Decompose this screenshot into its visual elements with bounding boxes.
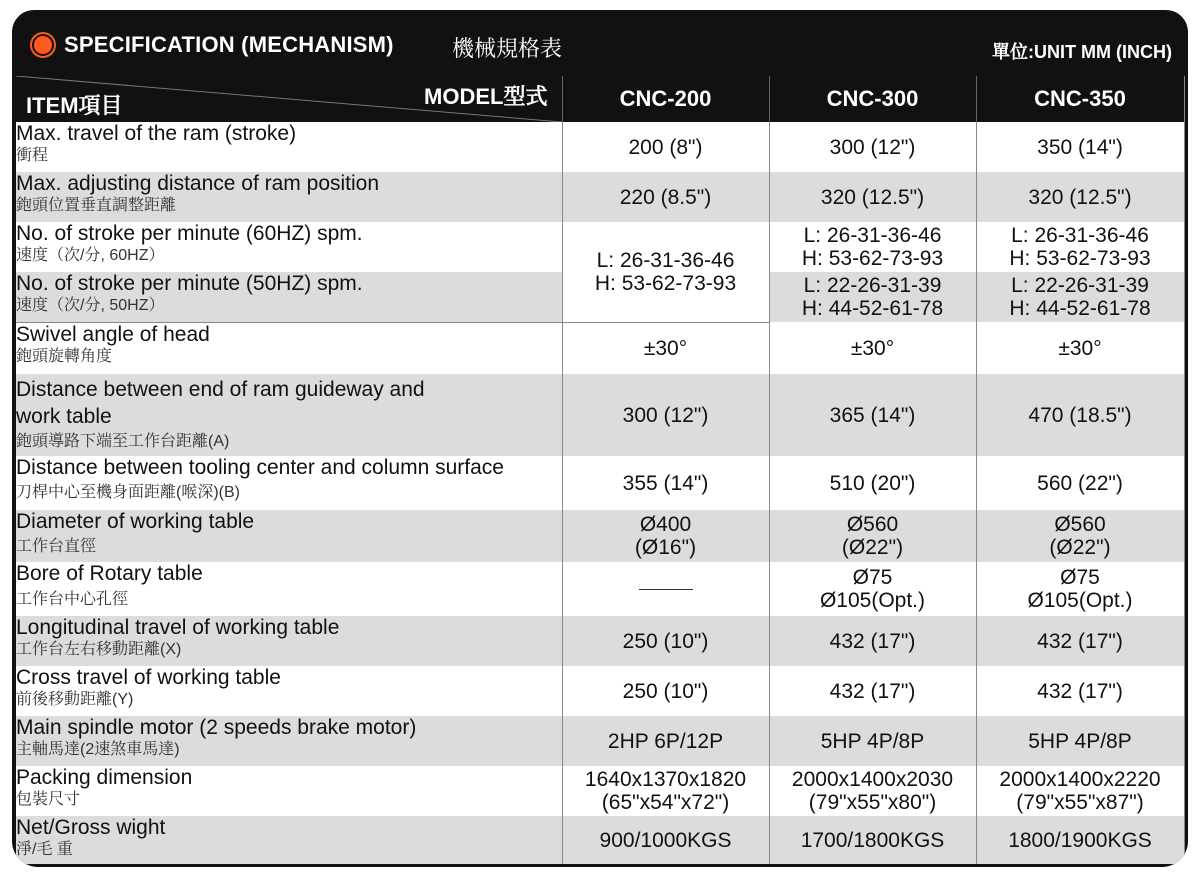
- table-header-row: [16, 76, 1184, 122]
- empty-dash: [639, 589, 693, 590]
- item-label: ITEM項目: [26, 93, 123, 118]
- value-cell: ±30°: [976, 322, 1184, 374]
- value-cell: 432 (17"): [976, 616, 1184, 666]
- value-line: (79"x55"x87"): [1016, 791, 1144, 814]
- item-cell: [16, 816, 562, 864]
- value-line: L: 22-26-31-39: [803, 274, 942, 297]
- value-line: (Ø16"): [634, 536, 697, 559]
- value-cell: 365 (14"): [769, 374, 976, 456]
- value-cell: 320 (12.5"): [976, 172, 1184, 222]
- value-line: 1640x1370x1820: [584, 768, 747, 791]
- value-line: (Ø22"): [1049, 536, 1111, 559]
- value-cell: 200 (8"): [562, 122, 769, 172]
- item-en: No. of stroke per minute (60HZ) spm.: [16, 222, 363, 245]
- page-title: SPECIFICATION (MECHANISM): [64, 32, 394, 57]
- value-cell: 432 (17"): [769, 666, 976, 716]
- bullet-icon: [34, 36, 52, 54]
- item-zh: 刀桿中心至機身面距離(喉深)(B): [16, 484, 240, 501]
- value-line: L: 26-31-36-46: [596, 248, 735, 272]
- item-cell: [16, 766, 562, 816]
- value-cell: 350 (14"): [976, 122, 1184, 172]
- item-zh: 鉋頭旋轉角度: [16, 347, 113, 365]
- item-zh: 速度（次/分, 60HZ）: [16, 247, 165, 264]
- model-header: CNC-200: [562, 76, 769, 122]
- item-zh: 速度（次/分, 50HZ）: [16, 297, 165, 314]
- value-cell: 355 (14"): [562, 456, 769, 510]
- value-cell: 5HP 4P/8P: [769, 716, 976, 766]
- item-cell: [16, 122, 562, 172]
- item-cell: [16, 616, 562, 666]
- value-cell: 432 (17"): [769, 616, 976, 666]
- item-cell: [16, 272, 562, 322]
- value-line: L: 26-31-36-46: [1011, 224, 1149, 247]
- value-cell: 250 (10"): [562, 616, 769, 666]
- item-zh: 前後移動距離(Y): [16, 691, 134, 708]
- item-en: Distance between tooling center and column surface: [16, 456, 504, 479]
- item-en: Max. travel of the ram (stroke): [16, 122, 297, 145]
- item-cell: [16, 322, 562, 374]
- item-en: Net/Gross wight: [16, 816, 166, 839]
- value-cell: [976, 562, 1184, 616]
- item-en: Cross travel of working table: [16, 666, 281, 689]
- item-cell: [16, 716, 562, 766]
- item-en: No. of stroke per minute (50HZ) spm.: [16, 272, 363, 295]
- value-cell: ±30°: [769, 322, 976, 374]
- item-cell: [16, 666, 562, 716]
- value-cell: 2HP 6P/12P: [562, 716, 769, 766]
- header-bar: [12, 10, 1188, 76]
- value-cell: 5HP 4P/8P: [976, 716, 1184, 766]
- value-cell: 220 (8.5"): [562, 172, 769, 222]
- value-cell: 250 (10"): [562, 666, 769, 716]
- value-cell: 900/1000KGS: [562, 816, 769, 864]
- value-cell: 300 (12"): [562, 374, 769, 456]
- table-row: [16, 666, 1184, 716]
- value-line: Ø560: [1054, 513, 1106, 536]
- corner-cell: [16, 76, 562, 122]
- value-line: L: 22-26-31-39: [1011, 274, 1149, 297]
- table-row: [16, 122, 1184, 172]
- value-cell: [562, 222, 769, 322]
- value-line: Ø560: [846, 513, 899, 536]
- value-cell: [769, 766, 976, 816]
- value-cell: [976, 766, 1184, 816]
- table-row: [16, 562, 1184, 616]
- item-zh: 主軸馬達(2速煞車馬達): [16, 741, 180, 758]
- table-row: [16, 766, 1184, 816]
- item-cell: [16, 562, 562, 616]
- table-row: [16, 322, 1184, 374]
- item-en: Swivel angle of head: [16, 322, 210, 346]
- value-cell: [562, 510, 769, 562]
- item-cell: [16, 374, 562, 456]
- value-cell: [769, 510, 976, 562]
- value-cell: [976, 272, 1184, 322]
- spec-table: [16, 76, 1185, 864]
- value-line: Ø400: [639, 513, 692, 536]
- value-cell: [562, 562, 769, 616]
- item-cell: [16, 456, 562, 510]
- value-cell: 470 (18.5"): [976, 374, 1184, 456]
- value-cell: [976, 510, 1184, 562]
- table-row: [16, 456, 1184, 510]
- value-cell: [769, 272, 976, 322]
- table-row: [16, 716, 1184, 766]
- item-zh: 衝程: [16, 147, 49, 164]
- page-title-zh: 機械規格表: [452, 36, 563, 61]
- item-zh: 工作台直徑: [16, 538, 97, 555]
- value-line: 2000x1400x2030: [791, 768, 954, 791]
- value-line: H: 53-62-73-93: [801, 247, 944, 270]
- value-line: Ø105(Opt.): [1027, 589, 1133, 612]
- item-cell: [16, 172, 562, 222]
- value-line: H: 44-52-61-78: [801, 297, 944, 320]
- item-en: Bore of Rotary table: [16, 562, 203, 585]
- table-row: [16, 616, 1184, 666]
- value-line: Ø75: [1060, 566, 1100, 589]
- item-zh: 鉋頭位置垂直調整距離: [16, 197, 177, 214]
- value-line: (65"x54"x72"): [601, 791, 730, 814]
- item-en: Diameter of working table: [16, 510, 255, 533]
- value-line: (79"x55"x80"): [808, 791, 937, 814]
- value-cell: 510 (20"): [769, 456, 976, 510]
- value-line: L: 26-31-36-46: [803, 224, 942, 247]
- value-cell: 432 (17"): [976, 666, 1184, 716]
- item-zh: 包裝尺寸: [16, 791, 81, 808]
- spec-sheet: [12, 10, 1188, 867]
- value-cell: [769, 222, 976, 272]
- value-cell: 1800/1900KGS: [976, 816, 1184, 864]
- item-en: Main spindle motor (2 speeds brake motor): [16, 716, 417, 739]
- value-cell: [976, 222, 1184, 272]
- value-cell: [769, 562, 976, 616]
- item-zh: 淨/毛 重: [16, 841, 73, 858]
- model-label: MODEL型式: [424, 84, 548, 109]
- item-zh: 鉋頭導路下端至工作台距離(A): [16, 433, 230, 450]
- value-line: (Ø22"): [841, 536, 904, 559]
- value-cell: 320 (12.5"): [769, 172, 976, 222]
- item-zh: 工作台左右移動距離(X): [16, 641, 182, 658]
- value-cell: 1700/1800KGS: [769, 816, 976, 864]
- item-cell: [16, 222, 562, 272]
- table-row: [16, 510, 1184, 562]
- unit-label: 單位:UNIT MM (INCH): [992, 42, 1172, 62]
- value-cell: 300 (12"): [769, 122, 976, 172]
- value-line: H: 53-62-73-93: [594, 271, 737, 295]
- item-en: Packing dimension: [16, 766, 193, 789]
- value-line: Ø75: [852, 566, 893, 589]
- value-cell: 560 (22"): [976, 456, 1184, 510]
- table-row: [16, 172, 1184, 222]
- item-en-line2: work table: [16, 405, 112, 428]
- model-header: CNC-350: [976, 76, 1184, 122]
- value-line: H: 53-62-73-93: [1009, 247, 1151, 270]
- value-line: H: 44-52-61-78: [1009, 297, 1151, 320]
- item-en: Distance between end of ram guideway and: [16, 378, 425, 401]
- item-en: Max. adjusting distance of ram position: [16, 172, 380, 195]
- table-row: [16, 374, 1184, 456]
- table-row: [16, 222, 1184, 272]
- item-zh: 工作台中心孔徑: [16, 591, 129, 608]
- item-en: Longitudinal travel of working table: [16, 616, 340, 639]
- value-line: Ø105(Opt.): [819, 589, 926, 612]
- table-row: [16, 816, 1184, 864]
- value-cell: [562, 766, 769, 816]
- value-line: 2000x1400x2220: [999, 768, 1161, 791]
- model-header: CNC-300: [769, 76, 976, 122]
- item-cell: [16, 510, 562, 562]
- value-cell: ±30°: [562, 322, 769, 374]
